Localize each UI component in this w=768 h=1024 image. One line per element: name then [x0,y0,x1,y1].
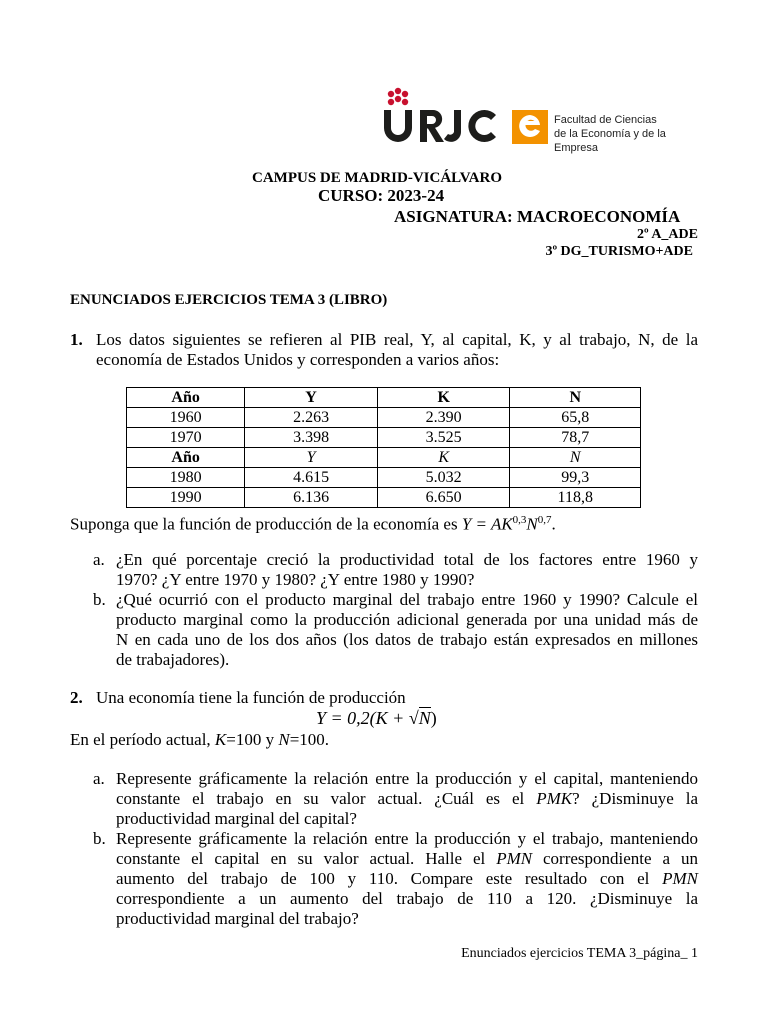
exercise-2-formula [316,708,437,728]
suppose-text: Suponga que la función de producción de la economía es [70,514,458,534]
urjc-logo-icon [384,86,554,150]
table-header-cell: Y [245,388,378,408]
subject-heading: ASIGNATURA: MACROECONOMÍA [394,207,681,226]
page-footer: Enunciados ejercicios TEMA 3_página_ 1 [461,946,698,961]
ex1-b-line-3: N en cada uno de los dos años (los datos de trabajo están expresados en millones [116,630,698,649]
table-cell: 2.263 [245,408,378,428]
ex2-b-line-3 [116,869,698,889]
pmn-term: PMN [496,849,533,868]
ex2-a-line-1: Represente gráficamente la relación entre la producción y el capital, manteniendo [116,769,698,788]
university-logo [384,86,704,154]
table-header-cell: Y [245,448,378,468]
ex2-b-line-2 [116,849,698,869]
sqrt-icon: √ [408,708,419,728]
item-label: a. [93,550,105,569]
table-cell: 118,8 [510,488,641,508]
exercise-1-line-1: Los datos siguientes se refieren al PIB real, Y, al capital, K, y al trabajo, N, de la [96,330,698,349]
table-cell: 99,3 [510,468,641,488]
current-pre: En el período actual, [70,730,215,749]
exercise-1-line-2: economía de Estados Unidos y corresponden a varios años: [96,350,500,369]
data-table [126,387,641,508]
table-cell: 1980 [127,468,245,488]
table-cell: 6.136 [245,488,378,508]
table-header-cell: K [377,448,510,468]
table-cell: 3.398 [245,428,378,448]
ex1-b-line-2: producto marginal como la producción adicional generada por una unidad más de [116,610,698,629]
table-cell: 65,8 [510,408,641,428]
table-header-cell: Año [127,448,245,468]
k-variable: K [214,730,227,749]
ex2-b-line-2-pre: constante el capital en su valor actual. Halle el [116,849,497,868]
ex2-b-line-5: productividad marginal del trabajo? [116,909,359,928]
formula-lhs: Y = AK [461,514,513,534]
k-value: =100 y [226,730,279,749]
faculty-line-2: de la Economía y de la Empresa [554,128,666,154]
ex2-a-line-2-post: ? ¿Disminuye la [572,789,699,808]
table-cell: 4.615 [245,468,378,488]
n-value: =100. [289,730,330,749]
pmn-term: PMN [662,869,698,888]
item-label: b. [93,590,106,609]
table-header-row [127,388,641,408]
ex1-b-line-4: de trabajadores). [116,650,230,669]
item-label: a. [93,769,105,788]
table-cell: 1990 [127,488,245,508]
table-header-cell: N [510,388,641,408]
exponent-n: 0,7 [537,514,552,526]
pmk-term: PMK [536,789,573,808]
table-cell: 3.525 [377,428,510,448]
table-cell: 6.650 [377,488,510,508]
table-cell: 1970 [127,428,245,448]
exercise-1-number: 1. [70,330,83,349]
exponent-k: 0,3 [512,514,527,526]
table-row [127,408,641,428]
campus-heading: CAMPUS DE MADRID-VICÁLVARO [252,170,503,186]
table-header-cell: N [510,448,641,468]
table-cell: 78,7 [510,428,641,448]
table-header-cell: Año [127,388,245,408]
table-row [127,488,641,508]
n-variable: N [278,730,290,749]
table-header-cell: K [377,388,510,408]
item-label: b. [93,829,106,848]
faculty-name [554,113,704,155]
ex2-b-line-4: correspondiente a un aumento del trabajo de 110 a 120. ¿Disminuye la [116,889,698,908]
table-cell: 1960 [127,408,245,428]
table-row [127,468,641,488]
ex2-b-line-1: Represente gráficamente la relación entre la producción y el trabajo, manteniendo [116,829,698,848]
table-cell: 5.032 [377,468,510,488]
ex1-a-line-1: ¿En qué porcentaje creció la productividad total de los factores entre 1960 y [116,550,698,569]
ex2-a-line-2 [116,789,698,809]
ex2-a-line-3: productividad marginal del capital? [116,809,357,828]
formula-sqrt-n: N [418,708,431,728]
table-cell: 2.390 [377,408,510,428]
table-row [127,428,641,448]
formula-lhs: Y = 0,2(K + [316,708,409,728]
current-period-sentence [70,730,329,750]
formula-end: . [551,514,556,534]
section-title: ENUNCIADOS EJERCICIOS TEMA 3 (LIBRO) [70,292,388,308]
ex1-b-line-1: ¿Qué ocurrió con el producto marginal del trabajo entre 1960 y 1990? Calcule el [116,590,698,609]
faculty-line-1: Facultad de Ciencias [554,114,657,126]
ex2-b-line-2-post: correspondiente a un [532,849,698,868]
group-1: 2º A_ADE [636,227,698,242]
exercise-2-intro: Una economía tiene la función de producción [96,688,406,707]
production-function-sentence [70,510,556,535]
formula-close: ) [430,708,437,728]
ex2-a-line-2-pre: constante el trabajo en su valor actual. ¿Cuál es el [116,789,537,808]
ex1-a-line-2: 1970? ¿Y entre 1970 y 1980? ¿Y entre 1980 y 1990? [116,570,475,589]
table-header-row-2 [127,448,641,468]
formula-n: N [526,514,538,534]
group-2: 3º DG_TURISMO+ADE [545,244,693,259]
course-heading: CURSO: 2023-24 [318,186,445,205]
exercise-2-number: 2. [70,688,83,707]
ex2-b-line-3-text: aumento del trabajo de 100 y 110. Compare este resultado con el [116,869,650,888]
